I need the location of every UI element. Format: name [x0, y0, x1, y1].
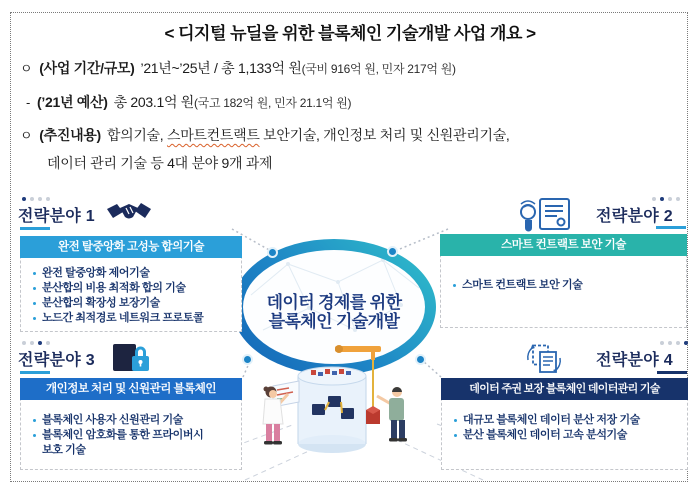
- item-bullet: [33, 287, 36, 290]
- area-3-box: [20, 378, 242, 470]
- bullet-circle: ㅇ: [20, 61, 33, 76]
- privacy-lock-icon: [110, 341, 152, 380]
- page-dots: [652, 197, 680, 201]
- tech-item: 블록체인 암호화를 통한 프라이버시 보호 기술: [33, 428, 233, 458]
- item-text: 총 203.1억 원: [113, 94, 194, 110]
- ring-node-dot: [267, 247, 278, 258]
- item-label: (추진내용): [39, 127, 101, 143]
- item-text: 데이터 관리 기술 등 4대 분야 9개 과제: [47, 155, 273, 171]
- tech-item: 블록체인 사용자 신원관리 기술: [33, 413, 233, 428]
- item-text: ’21년~’25년 / 총 1,133억 원: [140, 60, 302, 76]
- bullet-circle: ㅇ: [20, 128, 33, 143]
- item-subtext: (국고 182억 원, 민자 21.1억 원): [193, 96, 352, 110]
- area-4-label: 전략분야 4: [596, 352, 673, 369]
- tech-item: 분산 블록체인 데이터 고속 분석기술: [454, 428, 679, 443]
- item-bullet: [454, 434, 457, 437]
- area-3-label: 전략분야 3: [18, 352, 95, 369]
- area-2-underline: [656, 226, 686, 229]
- item-bullet: [33, 317, 36, 320]
- area-4-header: 데이터 주권 보장 블록체인 데이터관리 기술: [441, 378, 688, 400]
- area-2-header: 스마트 컨트랙트 보안 기술: [440, 234, 687, 256]
- area-1-box: [20, 236, 242, 332]
- item-bullet: [453, 284, 456, 287]
- item-bullet: [454, 419, 457, 422]
- item-text: 보안기술, 개인정보 처리 및 신원관리기술,: [263, 127, 510, 143]
- item-bullet: [33, 272, 36, 275]
- page-dots: [660, 341, 688, 345]
- tech-item: 완전 탈중앙화 제어기술: [33, 266, 233, 281]
- item-label: (사업 기간/규모): [39, 60, 135, 76]
- area-2-box: [440, 234, 687, 328]
- tech-item: 분산합의 비용 최적화 합의 기술: [33, 281, 233, 296]
- tech-item: 노드간 최적경로 네트워크 프로토콜: [33, 311, 233, 326]
- item-bullet: [33, 302, 36, 305]
- data-copy-icon: [524, 344, 564, 379]
- bullet-dash: -: [26, 95, 31, 110]
- item-subtext: (국비 916억 원, 민자 217억 원): [301, 62, 456, 76]
- handshake-icon: [106, 199, 152, 230]
- item-label: (’21년 예산): [37, 94, 108, 110]
- page-dots: [22, 197, 50, 201]
- ring-node-dot: [387, 246, 398, 257]
- item-bullet: [33, 434, 36, 437]
- tech-item: 분산합의 확장성 보장기술: [33, 296, 233, 311]
- item-text: 합의기술,: [106, 127, 164, 143]
- spellcheck-underlined-word: 스마트컨트랙트: [166, 127, 260, 143]
- item-bullet: [33, 419, 36, 422]
- area-1-header: 완전 탈중앙화 고성능 합의기술: [20, 236, 242, 258]
- area-3-underline: [20, 371, 50, 374]
- smart-contract-icon: [518, 196, 572, 237]
- area-3-header: 개인정보 처리 및 신원관리 블록체인: [20, 378, 242, 400]
- center-caption: 데이터 경제를 위한 블록체인 기술개발: [266, 293, 402, 331]
- tech-item: 대규모 블록체인 데이터 분산 저장 기술: [454, 413, 679, 428]
- area-4-underline: [657, 371, 687, 374]
- area-1-underline: [20, 227, 50, 230]
- area-4-box: [441, 378, 688, 470]
- area-2-label: 전략분야 2: [596, 208, 673, 225]
- page-dots: [22, 341, 50, 345]
- tech-item: 스마트 컨트랙트 보안 기술: [453, 278, 678, 293]
- area-1-label: 전략분야 1: [18, 208, 95, 225]
- figure-title: < 디지털 뉴딜을 위한 블록체인 기술개발 사업 개요 >: [164, 24, 536, 43]
